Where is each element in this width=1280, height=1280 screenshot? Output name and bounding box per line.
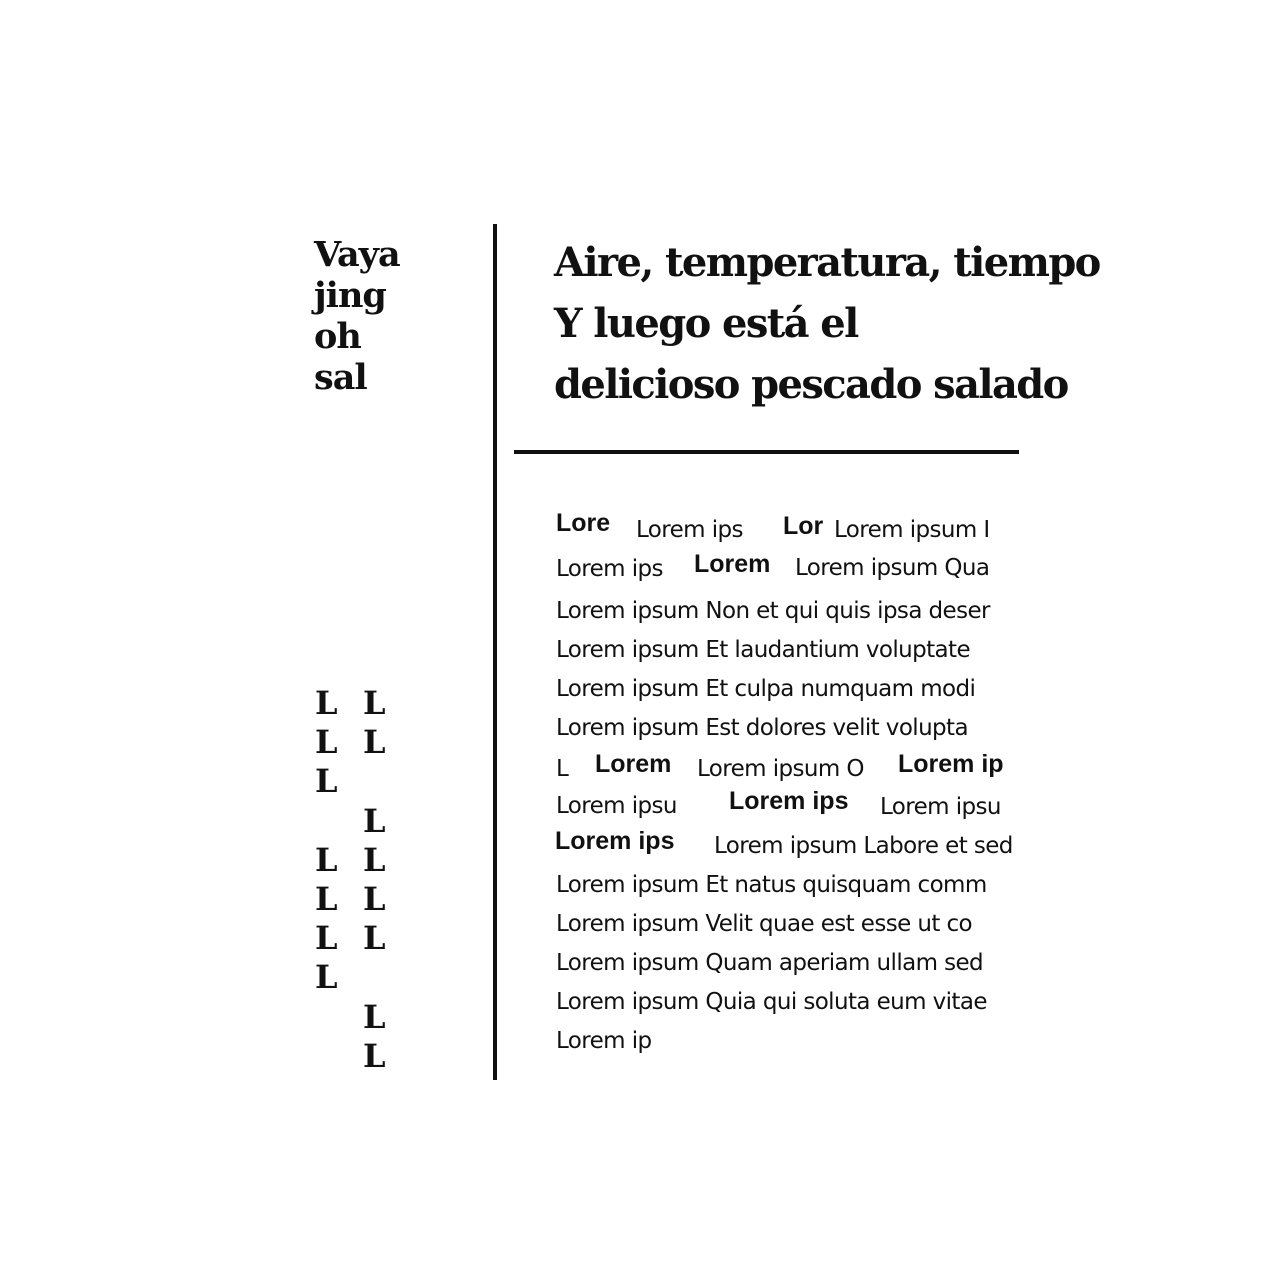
marker: L bbox=[315, 840, 338, 879]
marker: L bbox=[363, 684, 386, 722]
marker: L bbox=[363, 1036, 386, 1075]
text-line: Lorem ipsum Et culpa numquam modi bbox=[556, 676, 976, 702]
text-fragment: Lorem ipsum Labore et sed bbox=[714, 833, 1013, 859]
side-title-line: Vaya bbox=[314, 234, 400, 275]
side-title-line: jing bbox=[314, 275, 386, 316]
text-line: Lorem ip bbox=[556, 1028, 652, 1054]
vertical-divider bbox=[493, 224, 497, 1080]
horizontal-divider bbox=[514, 450, 1019, 454]
bold-fragment: Lorem bbox=[595, 750, 672, 778]
text-fragment: Lorem ipsu bbox=[880, 794, 1001, 820]
marker bbox=[315, 802, 338, 841]
headline-line: Y luego está el bbox=[554, 300, 858, 347]
bold-fragment: Lorem ip bbox=[898, 750, 1004, 778]
marker bbox=[363, 762, 386, 801]
text-fragment: Lorem ipsum I bbox=[834, 517, 990, 543]
bold-fragment: Lore bbox=[556, 509, 611, 537]
marker: L bbox=[315, 919, 338, 958]
side-title-line: oh bbox=[314, 316, 361, 357]
marker: L bbox=[363, 840, 386, 879]
marker: L bbox=[363, 723, 386, 762]
side-title bbox=[314, 234, 400, 398]
bold-fragment: Lorem ips bbox=[729, 787, 849, 815]
marker: L bbox=[363, 801, 386, 840]
text-line: Lorem ipsum Velit quae est esse ut co bbox=[556, 911, 972, 937]
text-line: Lorem ipsum Et laudantium voluptate bbox=[556, 637, 970, 663]
marker bbox=[315, 1037, 338, 1076]
text-line: Lorem ipsum Est dolores velit volupta bbox=[556, 715, 968, 741]
text-fragment: Lorem ipsum Qua bbox=[795, 555, 990, 581]
side-title-line: sal bbox=[314, 357, 367, 398]
bold-fragment: Lorem bbox=[694, 550, 771, 578]
headline-line: Aire, temperatura, tiempo bbox=[554, 239, 1100, 286]
text-fragment: Lorem ipsum O bbox=[697, 756, 864, 782]
text-line: Lorem ipsum Quam aperiam ullam sed bbox=[556, 950, 984, 976]
text-line: Lorem ipsum Non et qui quis ipsa deser bbox=[556, 598, 990, 624]
marker: L bbox=[363, 997, 386, 1036]
marker: L bbox=[315, 762, 338, 801]
text-fragment: L bbox=[556, 756, 569, 782]
marker bbox=[363, 958, 386, 997]
marker: L bbox=[315, 723, 338, 762]
marker bbox=[315, 998, 338, 1037]
marker-column-right bbox=[363, 684, 386, 1076]
headline-line: delicioso pescado salado bbox=[554, 361, 1068, 408]
marker: L bbox=[315, 879, 338, 918]
text-fragment: Lorem ips bbox=[556, 556, 663, 582]
text-fragment: Lorem ips bbox=[636, 517, 743, 543]
marker: L bbox=[315, 684, 338, 722]
bold-fragment: Lor bbox=[783, 512, 824, 540]
marker: L bbox=[363, 879, 386, 918]
marker-column-left bbox=[315, 684, 338, 1076]
headline bbox=[554, 232, 1100, 415]
text-fragment: Lorem ipsu bbox=[556, 793, 677, 819]
text-line: Lorem ipsum Et natus quisquam comm bbox=[556, 872, 987, 898]
bold-fragment: Lorem ips bbox=[555, 827, 675, 855]
marker: L bbox=[363, 919, 386, 958]
text-line: Lorem ipsum Quia qui soluta eum vitae bbox=[556, 989, 987, 1015]
marker: L bbox=[315, 958, 338, 997]
